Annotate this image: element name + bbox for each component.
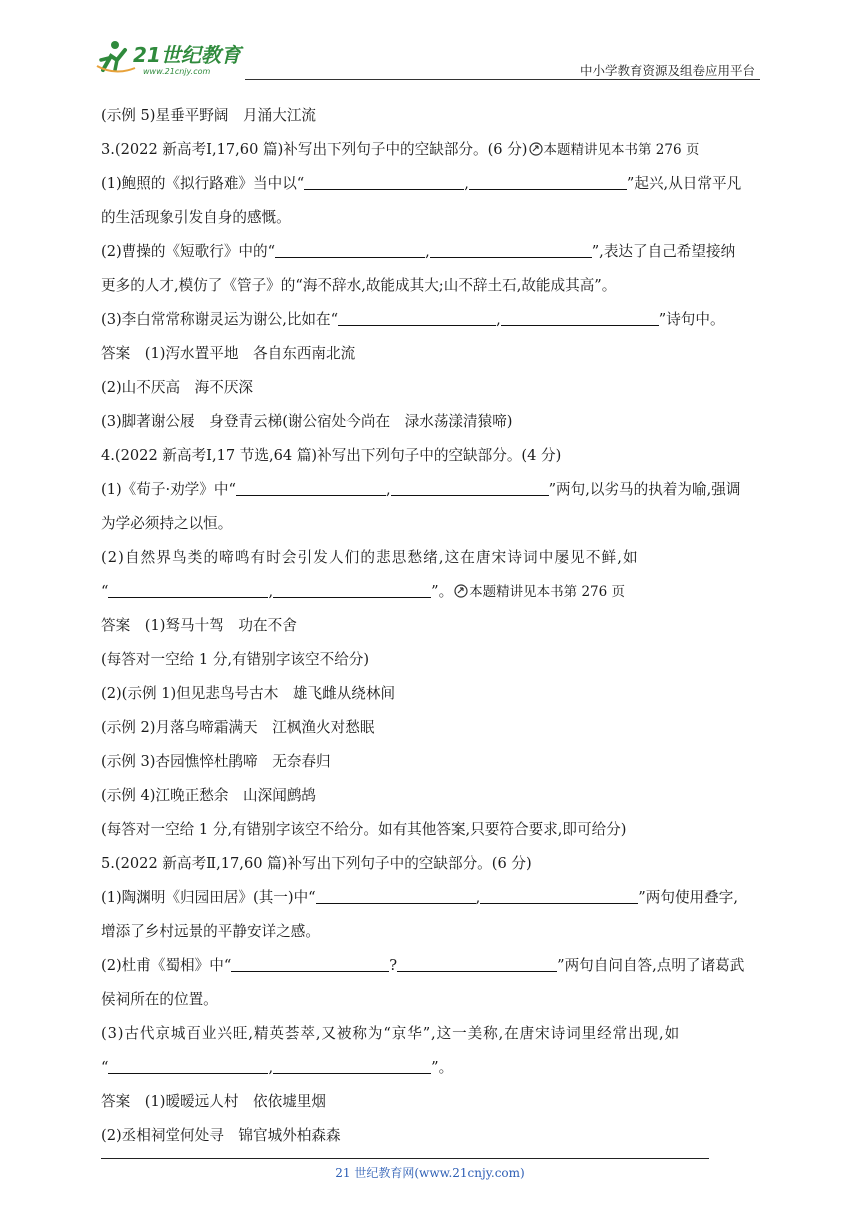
answer-blank <box>231 954 389 972</box>
answer-blank <box>480 886 638 904</box>
answer-line: 答案 (1)暧暧远人村 依依墟里烟 <box>101 1093 326 1110</box>
text-line: 增添了乡村远景的平静安详之感。 <box>101 923 320 940</box>
answer-line: (3)脚著谢公屐 身登青云梯(谢公宿处今尚在 渌水荡漾清猿啼) <box>101 413 513 430</box>
text-line: 更多的人才,模仿了《管子》的“海不辞水,故能成其大;山不辞土石,故能成其高”。 <box>101 277 617 294</box>
text-line: 的生活现象引发自身的感慨。 <box>101 209 291 226</box>
21cnjy-logo <box>95 36 255 76</box>
answer-line: (每答对一空给 1 分,有错别字该空不给分) <box>101 651 370 668</box>
page-header <box>95 34 760 80</box>
answer-blank <box>108 1056 268 1074</box>
question-4-2-blanks: “ , ”。 本题精讲见本书第 276 页 <box>101 575 761 609</box>
book-reference-icon <box>529 142 543 156</box>
question-4-2: (2)自然界鸟类的啼鸣有时会引发人们的悲思愁绪,这在唐宋诗词中屡见不鲜,如 <box>101 549 639 566</box>
answer-blank <box>338 308 496 326</box>
answer-line: (每答对一空给 1 分,有错别字该空不给分。如有其他答案,只要符合要求,即可给分) <box>101 821 627 838</box>
text-line: 侯祠所在的位置。 <box>101 991 218 1008</box>
question-3-1: (1)鲍照的《拟行路难》当中以“ , ”起兴,从日常平凡 <box>101 167 761 201</box>
document-body <box>101 99 761 1153</box>
question-4-1: (1)《荀子·劝学》中“ , ”两句,以劣马的执着为喻,强调 <box>101 473 761 507</box>
answer-line: (示例 4)江晚正愁余 山深闻鹧鸪 <box>101 787 317 804</box>
answer-blank <box>391 478 549 496</box>
answer-line: (示例 3)杏园憔悴杜鹃啼 无奈春归 <box>101 753 331 770</box>
question-5-3-blanks: “ , ”。 <box>101 1051 761 1085</box>
answer-blank <box>236 478 386 496</box>
question-5-title: 5.(2022 新高考Ⅱ,17,60 篇)补写出下列句子中的空缺部分。(6 分) <box>101 855 532 872</box>
question-5-3: (3)古代京城百业兴旺,精英荟萃,又被称为“京华”,这一美称,在唐宋诗词里经常出现,如 <box>101 1025 681 1042</box>
answer-blank <box>304 172 464 190</box>
answer-line: (2)(示例 1)但见悲鸟号古木 雄飞雌从绕林间 <box>101 685 396 702</box>
answer-blank <box>501 308 659 326</box>
answer-blank <box>469 172 627 190</box>
footer-link[interactable]: 21 世纪教育网(www.21cnjy.com) <box>335 1166 525 1180</box>
question-3-3: (3)李白常常称谢灵运为谢公,比如在“ , ”诗句中。 <box>101 303 761 337</box>
answer-line: 答案 (1)泻水置平地 各自东西南北流 <box>101 345 356 362</box>
answer-blank <box>275 240 425 258</box>
answer-blank <box>316 886 476 904</box>
platform-title: 中小学教育资源及组卷应用平台 <box>579 63 755 78</box>
answer-blank <box>273 1056 431 1074</box>
answer-line: 答案 (1)驽马十驾 功在不舍 <box>101 617 297 634</box>
svg-text:21世纪教育: 21世纪教育 <box>133 43 241 67</box>
answer-blank <box>273 580 431 598</box>
question-3-2: (2)曹操的《短歌行》中的“ , ”,表达了自己希望接纳 <box>101 235 761 269</box>
question-3-title: 3.(2022 新高考Ⅰ,17,60 篇)补写出下列句子中的空缺部分。(6 分) 本题精讲见本书第 276 页 <box>101 141 700 158</box>
footer-rule <box>101 1158 709 1159</box>
answer-line: (2)山不厌高 海不厌深 <box>101 379 254 396</box>
answer-line: (2)丞相祠堂何处寻 锦官城外柏森森 <box>101 1127 341 1144</box>
svg-text:www.21cnjy.com: www.21cnjy.com <box>143 67 211 76</box>
question-5-2: (2)杜甫《蜀相》中“ ? ”两句自问自答,点明了诸葛武 <box>101 949 761 983</box>
text-line: 为学必须持之以恒。 <box>101 515 233 532</box>
answer-line: (示例 2)月落乌啼霜满天 江枫渔火对愁眠 <box>101 719 375 736</box>
answer-blank <box>430 240 592 258</box>
answer-blank <box>108 580 268 598</box>
header-rule <box>245 79 760 80</box>
question-5-1: (1)陶渊明《归园田居》(其一)中“ , ”两句使用叠字, <box>101 881 761 915</box>
answer-blank <box>397 954 557 972</box>
book-reference-icon <box>454 584 468 598</box>
text-line: (示例 5)星垂平野阔 月涌大江流 <box>101 107 317 124</box>
question-4-title: 4.(2022 新高考Ⅰ,17 节选,64 篇)补写出下列句子中的空缺部分。(4 分) <box>101 447 562 464</box>
